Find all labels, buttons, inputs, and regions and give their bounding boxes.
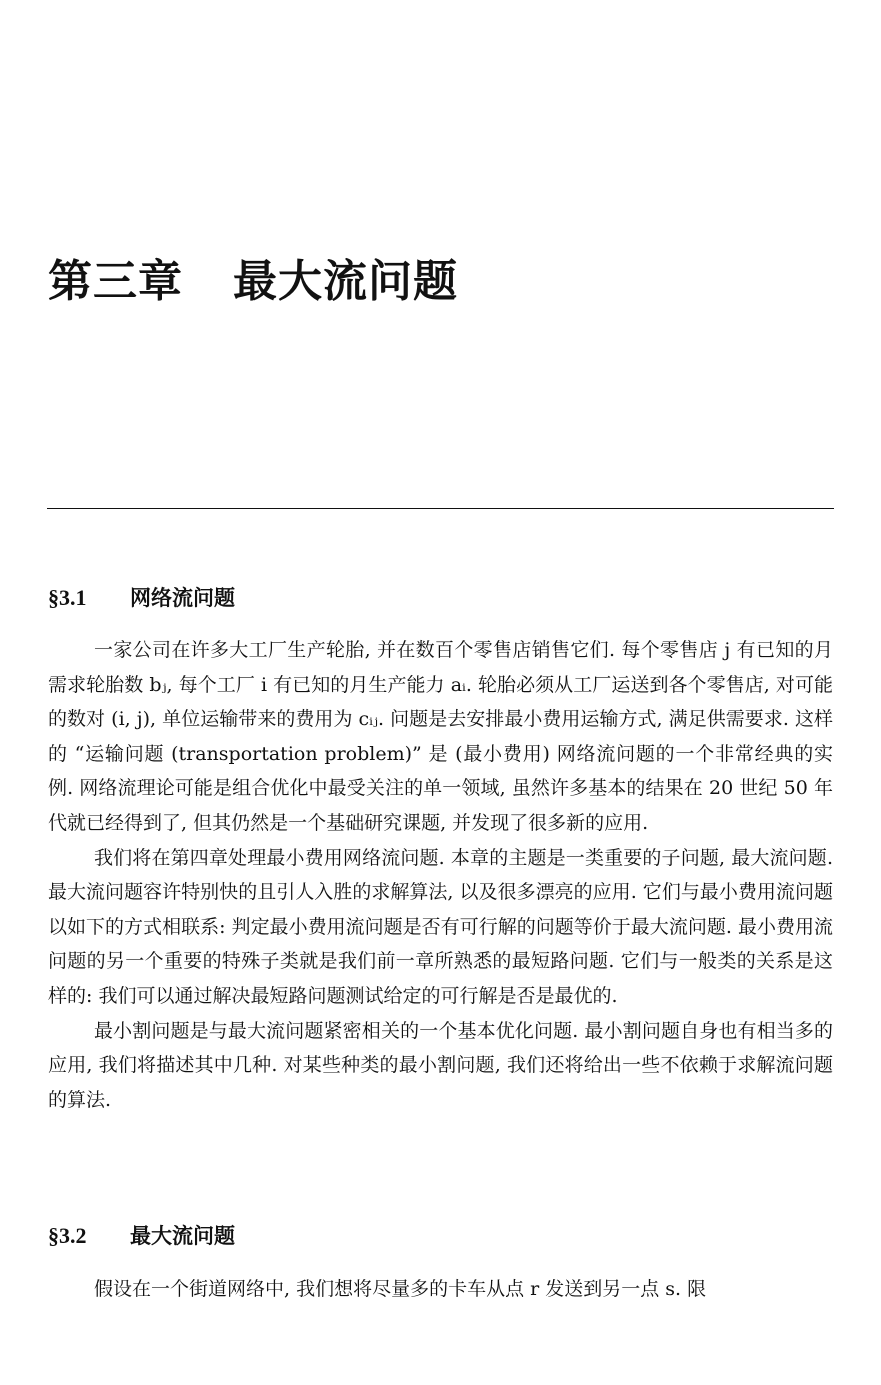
chapter-title [48,250,458,314]
section-heading-3-1 [48,580,235,616]
paragraph: 我们将在第四章处理最小费用网络流问题. 本章的主题是一类重要的子问题, 最大流问题. 最大流问题容许特别快的且引人入胜的求解算法, 以及很多漂亮的应用. 它们与最小费用流问题以如下的方式相联系: 判定最小费用流问题是否有可行解的问题等价于最大流问题. 最小费用流问题的另一个重要的特殊子类就是我们前一章所熟悉的最短路问题. 它们与一般类的关系是这样的: 我们可以通过解决最短路问题测试给定的可行解是否是最优的. [48,846,833,1007]
section-number: §3.2 [48,1223,87,1248]
paragraph: 最小割问题是与最大流问题紧密相关的一个基本优化问题. 最小割问题自身也有相当多的应用, 我们将描述其中几种. 对某些种类的最小割问题, 我们还将给出一些不依赖于求解流问题的算法. [48,1019,833,1111]
section-heading-3-2 [48,1218,235,1254]
chapter-number: 第三章 [48,256,183,307]
section-title: 最大流问题 [130,1224,235,1248]
paragraph: 一家公司在许多大工厂生产轮胎, 并在数百个零售店销售它们. 每个零售店 j 有已知的月需求轮胎数 bⱼ, 每个工厂 i 有已知的月生产能力 aᵢ. 轮胎必须从工厂运送到各个零售店, 对可能的数对 (i, j), 单位运输带来的费用为 cᵢⱼ. 问题是去安排最小费用运输方式, 满足供需要求. 这样的 “运输问题 (transportation problem)” 是 (最小费用) 网络流问题的一个非常经典的实例. 网络流理论可能是组合优化中最受关注的单一领域, 虽然许多基本的结果在 20 世纪 50 年代就已经得到了, 但其仍然是一个基础研究课题, 并发现了很多新的应用. [48,639,833,834]
chapter-name: 最大流问题 [233,256,458,307]
chapter-divider [47,508,834,509]
paragraph: 假设在一个街道网络中, 我们想将尽量多的卡车从点 r 发送到另一点 s. 限 [94,1278,707,1300]
section-3-1-body [48,633,833,1117]
section-number: §3.1 [48,585,87,610]
section-title: 网络流问题 [130,586,235,610]
